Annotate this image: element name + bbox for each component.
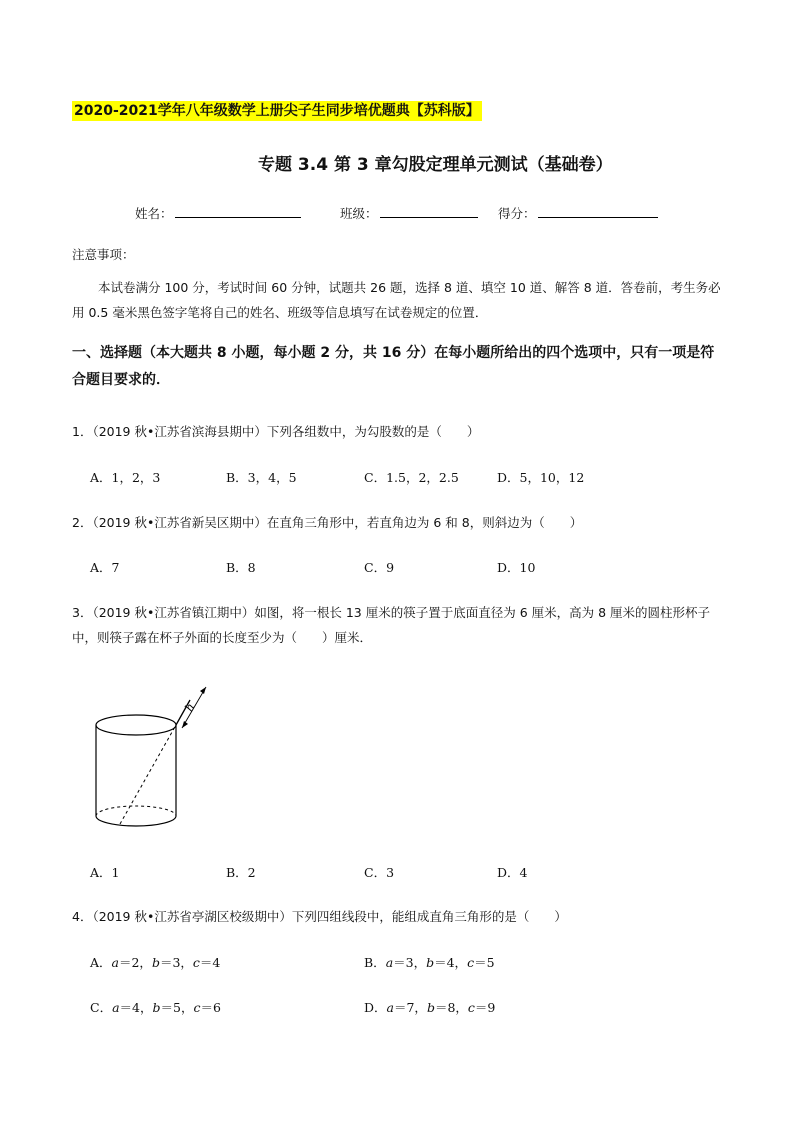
q3-option-d[interactable]: D．4 [497, 865, 528, 880]
arrow-head-top [200, 687, 206, 694]
q2-option-c[interactable]: C．9 [364, 560, 395, 575]
section-heading: 一、选择题（本大题共 8 小题，每小题 2 分，共 16 分）在每小题所给出的四个选项中，只有一项是符合题目要求的． [72, 345, 715, 388]
q3-option-c[interactable]: C．3 [364, 865, 395, 880]
var-a: a [111, 955, 119, 970]
page-title: 专题 3.4 第 3 章勾股定理单元测试（基础卷） [258, 155, 613, 175]
question-3-stem: 3．（2019 秋•江苏省镇江期中）如图，将一根长 13 厘米的筷子置于底面直径为 6 厘米，高为 8 厘米的圆柱形杯子中，则筷子露在杯子外面的长度至少为（ ）厘米． [72, 605, 711, 645]
cylinder-bottom-back [96, 806, 176, 816]
value-b: ＝3， [159, 955, 193, 970]
value-a: ＝2， [118, 955, 152, 970]
q4-option-a[interactable] [90, 953, 220, 971]
q2-option-d[interactable]: D．10 [497, 560, 536, 575]
q1-option-d[interactable]: D．5，10，12 [497, 470, 585, 485]
score-field[interactable] [498, 204, 658, 222]
score-label: 得分： [498, 206, 536, 221]
question-4-stem: 4．（2019 秋•江苏省亭湖区校级期中）下列四组线段中，能组成直角三角形的是（ ） [72, 909, 567, 924]
value-c: ＝9 [474, 1000, 496, 1015]
value-a: ＝4， [119, 1000, 153, 1015]
q1-option-a[interactable]: A．1，2，3 [90, 470, 161, 485]
chopstick-inside [120, 725, 176, 824]
q4-option-d[interactable] [364, 998, 495, 1016]
notes-label: 注意事项： [72, 247, 135, 262]
var-a: a [112, 1000, 120, 1015]
var-b: b [152, 1000, 161, 1015]
option-letter: D． [364, 1000, 387, 1015]
var-c: c [192, 955, 200, 970]
q2-option-a[interactable]: A．7 [90, 560, 120, 575]
q3-option-a[interactable]: A．1 [90, 865, 120, 880]
cylinder-figure [90, 678, 220, 838]
var-b: b [426, 955, 435, 970]
q1-option-c[interactable]: C．1.5，2，2.5 [364, 470, 459, 485]
cylinder-top [96, 715, 176, 735]
question-2-stem: 2．（2019 秋•江苏省新吴区期中）在直角三角形中，若直角边为 6 和 8，则斜边为（ ） [72, 515, 583, 530]
value-b: ＝5， [160, 1000, 194, 1015]
class-label: 班级： [340, 206, 378, 221]
option-letter: C． [90, 1000, 113, 1015]
class-blank[interactable] [380, 205, 478, 218]
cylinder-bottom-front [96, 816, 176, 826]
value-c: ＝4 [199, 955, 221, 970]
var-b: b [151, 955, 160, 970]
value-c: ＝5 [474, 955, 495, 970]
var-a: a [385, 955, 394, 970]
h-label: h [182, 700, 198, 714]
q1-option-b[interactable]: B．3，4，5 [226, 470, 297, 485]
var-c: c [193, 1000, 201, 1015]
value-c: ＝6 [200, 1000, 221, 1015]
value-b: ＝8， [434, 1000, 468, 1015]
question-1-stem: 1．（2019 秋•江苏省滨海县期中）下列各组数中，为勾股数的是（ ） [72, 424, 480, 439]
score-blank[interactable] [538, 205, 658, 218]
name-blank[interactable] [175, 205, 301, 218]
q4-option-c[interactable] [90, 998, 221, 1016]
name-field[interactable] [135, 204, 301, 222]
series-banner: 2020-2021学年八年级数学上册尖子生同步培优题典【苏科版】 [74, 103, 480, 119]
option-letter: B． [364, 955, 386, 970]
value-a: ＝3， [393, 955, 427, 970]
notes-text: 本试卷满分 100 分，考试时间 60 分钟，试题共 26 题，选择 8 道、填空 10 道、解答 8 道．答卷前，考生务必用 0.5 毫米黑色签字笔将自己的姓名、班级等信息填写在试卷规定的位置． [72, 280, 721, 320]
value-a: ＝7， [393, 1000, 427, 1015]
var-a: a [386, 1000, 394, 1015]
q3-option-b[interactable]: B．2 [226, 865, 256, 880]
name-label: 姓名： [135, 206, 173, 221]
var-c: c [467, 1000, 475, 1015]
class-field[interactable] [340, 204, 478, 222]
option-letter: A． [90, 955, 112, 970]
q2-option-b[interactable]: B．8 [226, 560, 256, 575]
value-b: ＝4， [434, 955, 468, 970]
q4-option-b[interactable] [364, 953, 495, 971]
var-b: b [426, 1000, 435, 1015]
var-c: c [467, 955, 475, 970]
arrow-head-bottom [182, 721, 188, 728]
